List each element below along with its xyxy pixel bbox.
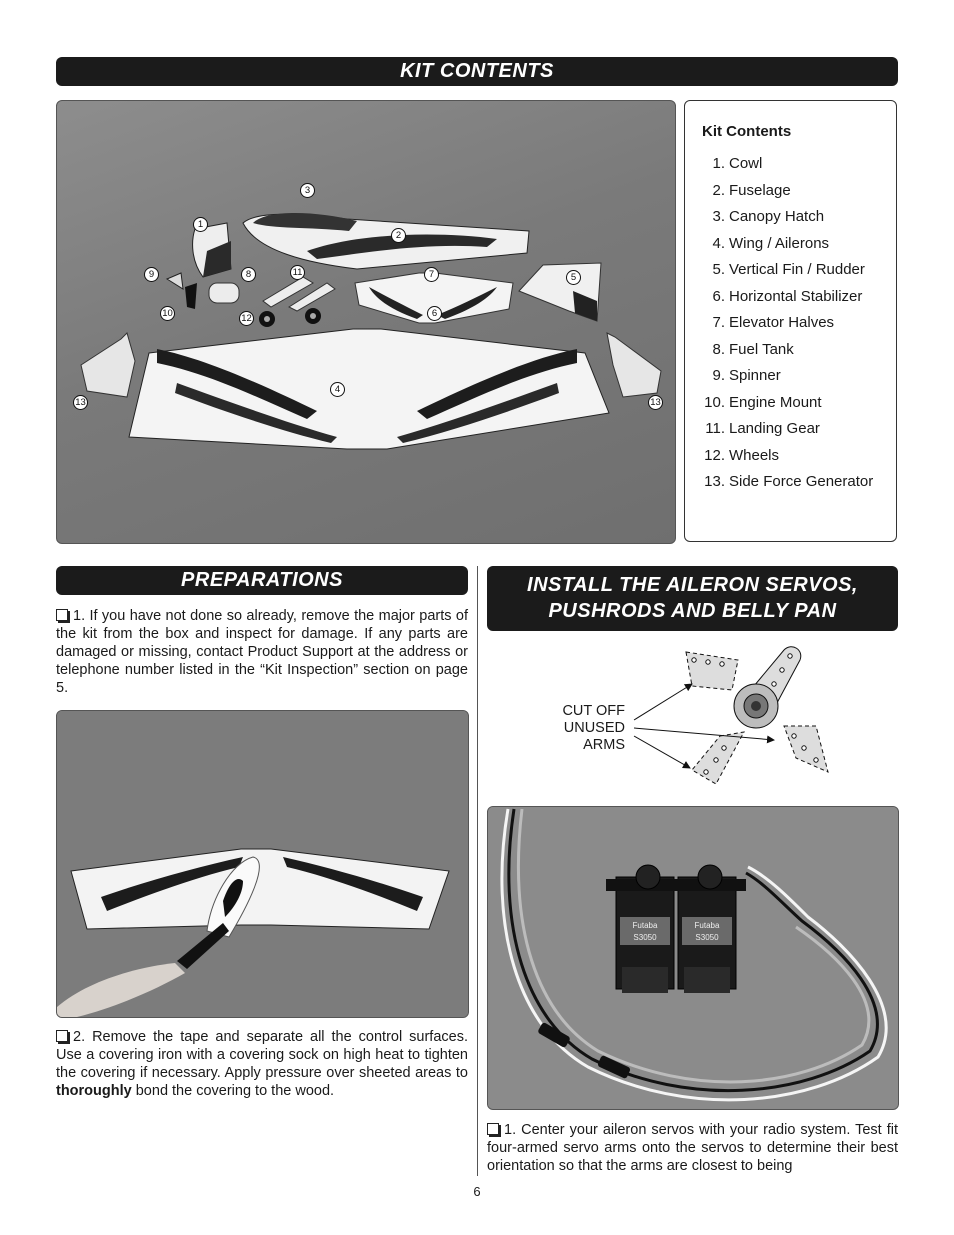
kit-contents-item: 11. Landing Gear [705, 420, 820, 437]
callout-13-right: 13 [648, 395, 663, 410]
install-step-1: 1. Center your aileron servos with your radio system. Test fit four-armed servo arms onto the servos to determine their best orientation so that the arms are closest to being [487, 1122, 898, 1174]
callout-10: 10 [160, 306, 175, 321]
kit-contents-item: 5. Vertical Fin / Rudder [712, 261, 865, 278]
stabilizer-illustration [57, 711, 468, 1017]
checkbox-icon [56, 609, 68, 621]
callout-13-left: 13 [73, 395, 88, 410]
checkbox-icon [487, 1123, 499, 1135]
kit-contents-heading: Kit Contents [702, 123, 792, 140]
kit-parts-illustration [57, 101, 675, 543]
kit-contents-item: 10. Engine Mount [704, 393, 822, 411]
servos-illustration [488, 807, 898, 1109]
callout-8: 8 [241, 267, 256, 282]
checkbox-icon [56, 1030, 68, 1042]
kit-contents-item: 2. Fuselage [712, 181, 791, 199]
install-servos-banner [487, 566, 898, 631]
callout-3: 3 [300, 183, 315, 198]
kit-contents-photo [56, 100, 676, 544]
callout-11: 11 [290, 265, 305, 280]
kit-contents-item: 3. Canopy Hatch [712, 208, 825, 225]
install-title-line-2: PUSHRODS AND BELLY PAN [548, 600, 837, 622]
install-title-line-1: INSTALL THE AILERON SERVOS, [527, 574, 858, 596]
preparations-step-1: 1. If you have not done so already, remove the major parts of the kit from the box and inspect for damage. If any parts are damaged or missing, contact Product Support at the address or telephone number listed in the “Kit Inspection” section on page 5. [56, 608, 468, 696]
callout-1: 1 [193, 217, 208, 232]
page-number: 6 [473, 1184, 481, 1199]
servos-photo [487, 806, 899, 1110]
callout-9: 9 [144, 267, 159, 282]
callout-7: 7 [424, 267, 439, 282]
column-divider [477, 566, 478, 1176]
callout-6: 6 [427, 306, 442, 321]
servo-model-left: S3050 [633, 933, 657, 942]
servo-brand-right: Futaba [694, 921, 720, 930]
kit-contents-banner: KIT CONTENTS [56, 57, 898, 86]
callout-4: 4 [330, 382, 345, 397]
kit-contents-item: 7. Elevator Halves [712, 314, 835, 331]
preparations-step-2: 2. Remove the tape and separate all the control surfaces. Use a covering iron with a covering sock on high heat to tighten the covering if necessary. Apply pressure over sheeted areas to thoroughly bond the covering to the wood. [56, 1029, 468, 1099]
kit-contents-list-box [684, 100, 897, 542]
servo-arm-diagram [620, 640, 840, 790]
preparations-banner: PREPARATIONS [56, 566, 468, 595]
kit-contents-item: 1. Cowl [712, 155, 763, 172]
kit-contents-item: 12. Wheels [704, 446, 780, 464]
servo-brand-left: Futaba [632, 921, 658, 930]
servo-model-right: S3050 [695, 933, 719, 942]
callout-5: 5 [566, 270, 581, 285]
kit-contents-item: 8. Fuel Tank [712, 340, 794, 358]
callout-12: 12 [239, 311, 254, 326]
kit-contents-item: 13. Side Force Generator [704, 473, 874, 490]
kit-contents-item: 9. Spinner [712, 367, 781, 384]
callout-2: 2 [391, 228, 406, 243]
cut-off-label: CUT OFF UNUSED ARMS [562, 703, 625, 753]
kit-contents-item: 4. Wing / Ailerons [712, 234, 830, 252]
stabilizer-covering-photo [56, 710, 469, 1018]
kit-contents-list [695, 154, 873, 499]
kit-contents-item: 6. Horizontal Stabilizer [712, 287, 863, 305]
